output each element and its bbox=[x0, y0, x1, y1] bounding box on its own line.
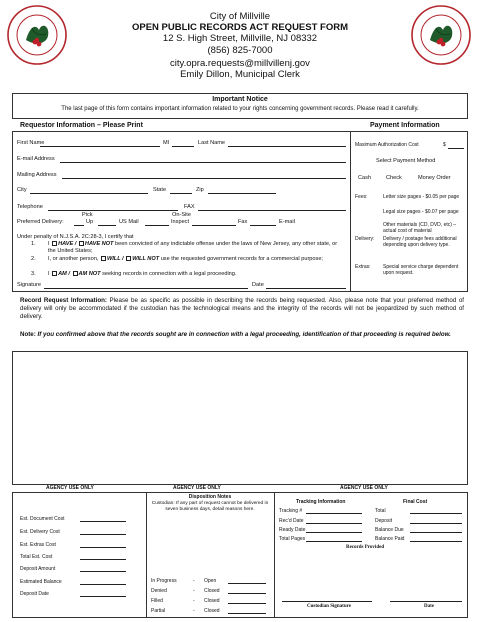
custodian-date-field[interactable] bbox=[390, 601, 462, 602]
status-closed-1: Closed bbox=[204, 588, 220, 594]
max-cost-field[interactable] bbox=[448, 148, 464, 149]
records-provided-label: Records Provided bbox=[346, 545, 385, 550]
status-closed-2: Closed bbox=[204, 598, 220, 604]
recd-date-field[interactable] bbox=[306, 523, 362, 524]
signature-field[interactable] bbox=[44, 288, 248, 289]
pickup-field[interactable] bbox=[74, 225, 84, 226]
will-not-checkbox[interactable] bbox=[126, 256, 131, 261]
in-progress-field[interactable] bbox=[228, 583, 266, 584]
custodian-date-label: Date bbox=[424, 604, 434, 609]
requestor-title: Requestor Information – Please Print bbox=[20, 122, 143, 129]
status-open: Open bbox=[204, 578, 217, 584]
item2-text: I, or another person, WILL / WILL NOT use the requested government records for a commercial purpose; bbox=[48, 256, 323, 262]
date-field[interactable] bbox=[266, 288, 346, 289]
fee-letter: Letter size pages - $0.05 per page bbox=[383, 194, 460, 200]
telephone-field[interactable] bbox=[48, 210, 178, 211]
cash-option[interactable]: Cash bbox=[358, 175, 372, 181]
recd-date-label: Rec'd Date bbox=[279, 518, 304, 524]
status-dash-4: - bbox=[193, 608, 195, 614]
status-dash-1: - bbox=[193, 578, 195, 584]
record-request-info: Record Request Information: Please be as specific as possible in describing the records being requested. Also, please note that your preferred method of delivery will only be accommodated if the custodian has the technological means and the integrity of the records will not be jeopardized by such method of delivery. bbox=[20, 297, 464, 321]
item3-text: I AM / AM NOT seeking records in connection with a legal proceeding. bbox=[48, 271, 237, 277]
total-est-cost-label: Total Est. Cost bbox=[20, 554, 53, 560]
agency-divider-2 bbox=[274, 492, 275, 618]
first-name-label: First Name bbox=[17, 140, 45, 146]
pick-label: Pick bbox=[82, 212, 93, 218]
balance-paid-label: Balance Paid bbox=[375, 536, 405, 542]
first-name-field[interactable] bbox=[40, 146, 160, 147]
status-closed-3: Closed bbox=[204, 608, 220, 614]
est-document-cost-field[interactable] bbox=[80, 521, 126, 522]
date-label: Date bbox=[252, 282, 264, 288]
legal-note: Note: If you confirmed above that the records sought are in connection with a legal proceeding, identification of that proceeding is required below. bbox=[20, 331, 451, 338]
item2-number: 2. bbox=[31, 256, 36, 262]
notice-text: The last page of this form contains important information related to your rights concerning government records. Please read it carefully. bbox=[61, 106, 419, 112]
up-label: Up bbox=[86, 219, 94, 225]
total-est-cost-field[interactable] bbox=[80, 559, 126, 560]
custodian-signature-field[interactable] bbox=[282, 601, 372, 602]
extras-text: Special service charge dependent upon request. bbox=[383, 264, 459, 277]
est-extras-cost-field[interactable] bbox=[80, 547, 126, 548]
zip-label: Zip bbox=[196, 187, 204, 193]
denied-field[interactable] bbox=[228, 593, 266, 594]
disposition-text: Custodian: If any part of request cannot be delivered in seven business days, detail reasons here. bbox=[151, 501, 269, 512]
max-cost-label: Maximum Authorization Cost bbox=[355, 142, 419, 148]
email-delivery-field[interactable] bbox=[250, 225, 276, 226]
mi-field[interactable] bbox=[172, 146, 194, 147]
notice-box bbox=[12, 93, 468, 119]
us-mail-label: US Mail bbox=[119, 219, 139, 225]
final-cost-title: Final Cost bbox=[403, 499, 428, 505]
mi-label: MI bbox=[163, 140, 170, 146]
city-seal-left-icon bbox=[6, 4, 68, 66]
estimated-balance-label: Estimated Balance bbox=[20, 579, 62, 585]
filled-field[interactable] bbox=[228, 603, 266, 604]
email-address: city.opra.requests@millvillenj.gov bbox=[170, 58, 310, 69]
final-deposit-field[interactable] bbox=[410, 523, 462, 524]
have-checkbox[interactable] bbox=[52, 241, 57, 246]
form-title: OPEN PUBLIC RECORDS ACT REQUEST FORM bbox=[131, 22, 349, 33]
balance-paid-field[interactable] bbox=[410, 541, 462, 542]
final-total-label: Total bbox=[375, 508, 386, 514]
city-seal-right-icon bbox=[410, 4, 472, 66]
final-total-field[interactable] bbox=[410, 513, 462, 514]
email-option-label: E-mail bbox=[279, 219, 295, 225]
agency-use-only-1: AGENCY USE ONLY bbox=[46, 485, 94, 491]
inspect-label: Inspect bbox=[171, 219, 190, 225]
payment-divider bbox=[350, 131, 351, 292]
city-field[interactable] bbox=[30, 193, 148, 194]
mailing-label: Mailing Address bbox=[17, 172, 57, 178]
estimated-balance-field[interactable] bbox=[80, 584, 126, 585]
check-option[interactable]: Check bbox=[386, 175, 402, 181]
am-not-checkbox[interactable] bbox=[73, 271, 78, 276]
agency-use-only-2: AGENCY USE ONLY bbox=[173, 485, 221, 491]
tracking-title: Tracking Information bbox=[296, 499, 346, 505]
item3-number: 3. bbox=[31, 271, 36, 277]
phone: (856) 825-7000 bbox=[207, 45, 273, 56]
agency-use-only-3: AGENCY USE ONLY bbox=[340, 485, 388, 491]
have-not-checkbox[interactable] bbox=[79, 241, 84, 246]
signature-label: Signature bbox=[17, 282, 41, 288]
city-label: City bbox=[17, 187, 27, 193]
on-site-label: On-Site bbox=[172, 212, 191, 218]
deposit-date-field[interactable] bbox=[80, 596, 126, 597]
est-delivery-cost-field[interactable] bbox=[80, 534, 126, 535]
est-extras-cost-label: Est. Extras Cost bbox=[20, 542, 56, 548]
am-checkbox[interactable] bbox=[52, 271, 57, 276]
status-denied: Denied bbox=[151, 588, 167, 594]
will-checkbox[interactable] bbox=[101, 256, 106, 261]
records-provided-field[interactable] bbox=[280, 555, 462, 595]
fees-label: Fees: bbox=[355, 194, 368, 200]
tracking-number-field[interactable] bbox=[306, 513, 362, 514]
telephone-label: Telephone bbox=[17, 204, 43, 210]
extras-label: Extras: bbox=[355, 264, 371, 270]
final-deposit-label: Deposit bbox=[375, 518, 392, 524]
mailing-field[interactable] bbox=[62, 178, 346, 179]
status-dash-3: - bbox=[193, 598, 195, 604]
select-payment-label: Select Payment Method bbox=[376, 158, 436, 164]
penalty-text: Under penalty of N.J.S.A. 2C:28-3, I certify that bbox=[17, 234, 134, 240]
fee-other: Other materials (CD, DVD, etc) – actual cost of material bbox=[383, 222, 457, 235]
money-order-option[interactable]: Money Order bbox=[418, 175, 451, 181]
deposit-amount-field[interactable] bbox=[80, 571, 126, 572]
status-dash-2: - bbox=[193, 588, 195, 594]
tracking-number-label: Tracking # bbox=[279, 508, 303, 514]
disposition-title: Disposition Notes bbox=[188, 494, 232, 500]
record-request-textarea[interactable] bbox=[12, 351, 468, 485]
status-filled: Filled bbox=[151, 598, 163, 604]
status-in-progress: In Progress bbox=[151, 578, 177, 584]
dollar-sign: $ bbox=[443, 142, 446, 148]
inspect-field[interactable] bbox=[145, 225, 169, 226]
city-name: City of Millville bbox=[209, 11, 271, 22]
fax-field[interactable] bbox=[198, 210, 346, 211]
est-delivery-cost-label: Est. Delivery Cost bbox=[20, 529, 60, 535]
partial-field[interactable] bbox=[228, 613, 266, 614]
balance-due-field[interactable] bbox=[410, 532, 462, 533]
custodian-signature-label: Custodian Signature bbox=[307, 604, 351, 609]
deposit-amount-label: Deposit Amount bbox=[20, 566, 56, 572]
zip-field[interactable] bbox=[208, 193, 276, 194]
ready-date-field[interactable] bbox=[306, 532, 362, 533]
address: 12 S. High Street, Millville, NJ 08332 bbox=[162, 33, 318, 44]
total-pages-field[interactable] bbox=[306, 541, 362, 542]
status-partial: Partial bbox=[151, 608, 166, 614]
last-name-field[interactable] bbox=[228, 146, 346, 147]
fax-label: FAX bbox=[184, 204, 195, 210]
last-name-label: Last Name bbox=[198, 140, 226, 146]
deposit-date-label: Deposit Date bbox=[20, 591, 49, 597]
notice-title: Important Notice bbox=[212, 96, 268, 103]
fax-option-label: Fax bbox=[238, 219, 248, 225]
email-field[interactable] bbox=[60, 162, 346, 163]
item1-number: 1. bbox=[31, 241, 36, 247]
fee-legal: Legal size pages - $0.07 per page bbox=[383, 209, 459, 215]
clerk-name: Emily Dillon, Municipal Clerk bbox=[180, 69, 300, 80]
email-label: E-mail Address bbox=[17, 156, 55, 162]
fax-delivery-field[interactable] bbox=[192, 225, 236, 226]
delivery-text: Delivery / postage fees additional depending upon delivery type. bbox=[383, 236, 457, 249]
est-document-cost-label: Est. Document Cost bbox=[20, 516, 65, 522]
delivery-label: Delivery: bbox=[355, 236, 375, 242]
agency-divider-1 bbox=[146, 492, 147, 618]
item1-text: I HAVE / HAVE NOT been convicted of any indictable offense under the laws of New Jersey, any other state, or the United States; bbox=[48, 241, 338, 254]
ready-date-label: Ready Date bbox=[279, 527, 306, 533]
balance-due-label: Balance Due bbox=[375, 527, 404, 533]
preferred-delivery-label: Preferred Delivery: bbox=[17, 219, 64, 225]
state-label: State bbox=[153, 187, 167, 193]
state-field[interactable] bbox=[170, 193, 192, 194]
payment-title: Payment Information bbox=[370, 122, 440, 129]
us-mail-field[interactable] bbox=[98, 225, 116, 226]
total-pages-label: Total Pages bbox=[279, 536, 306, 542]
